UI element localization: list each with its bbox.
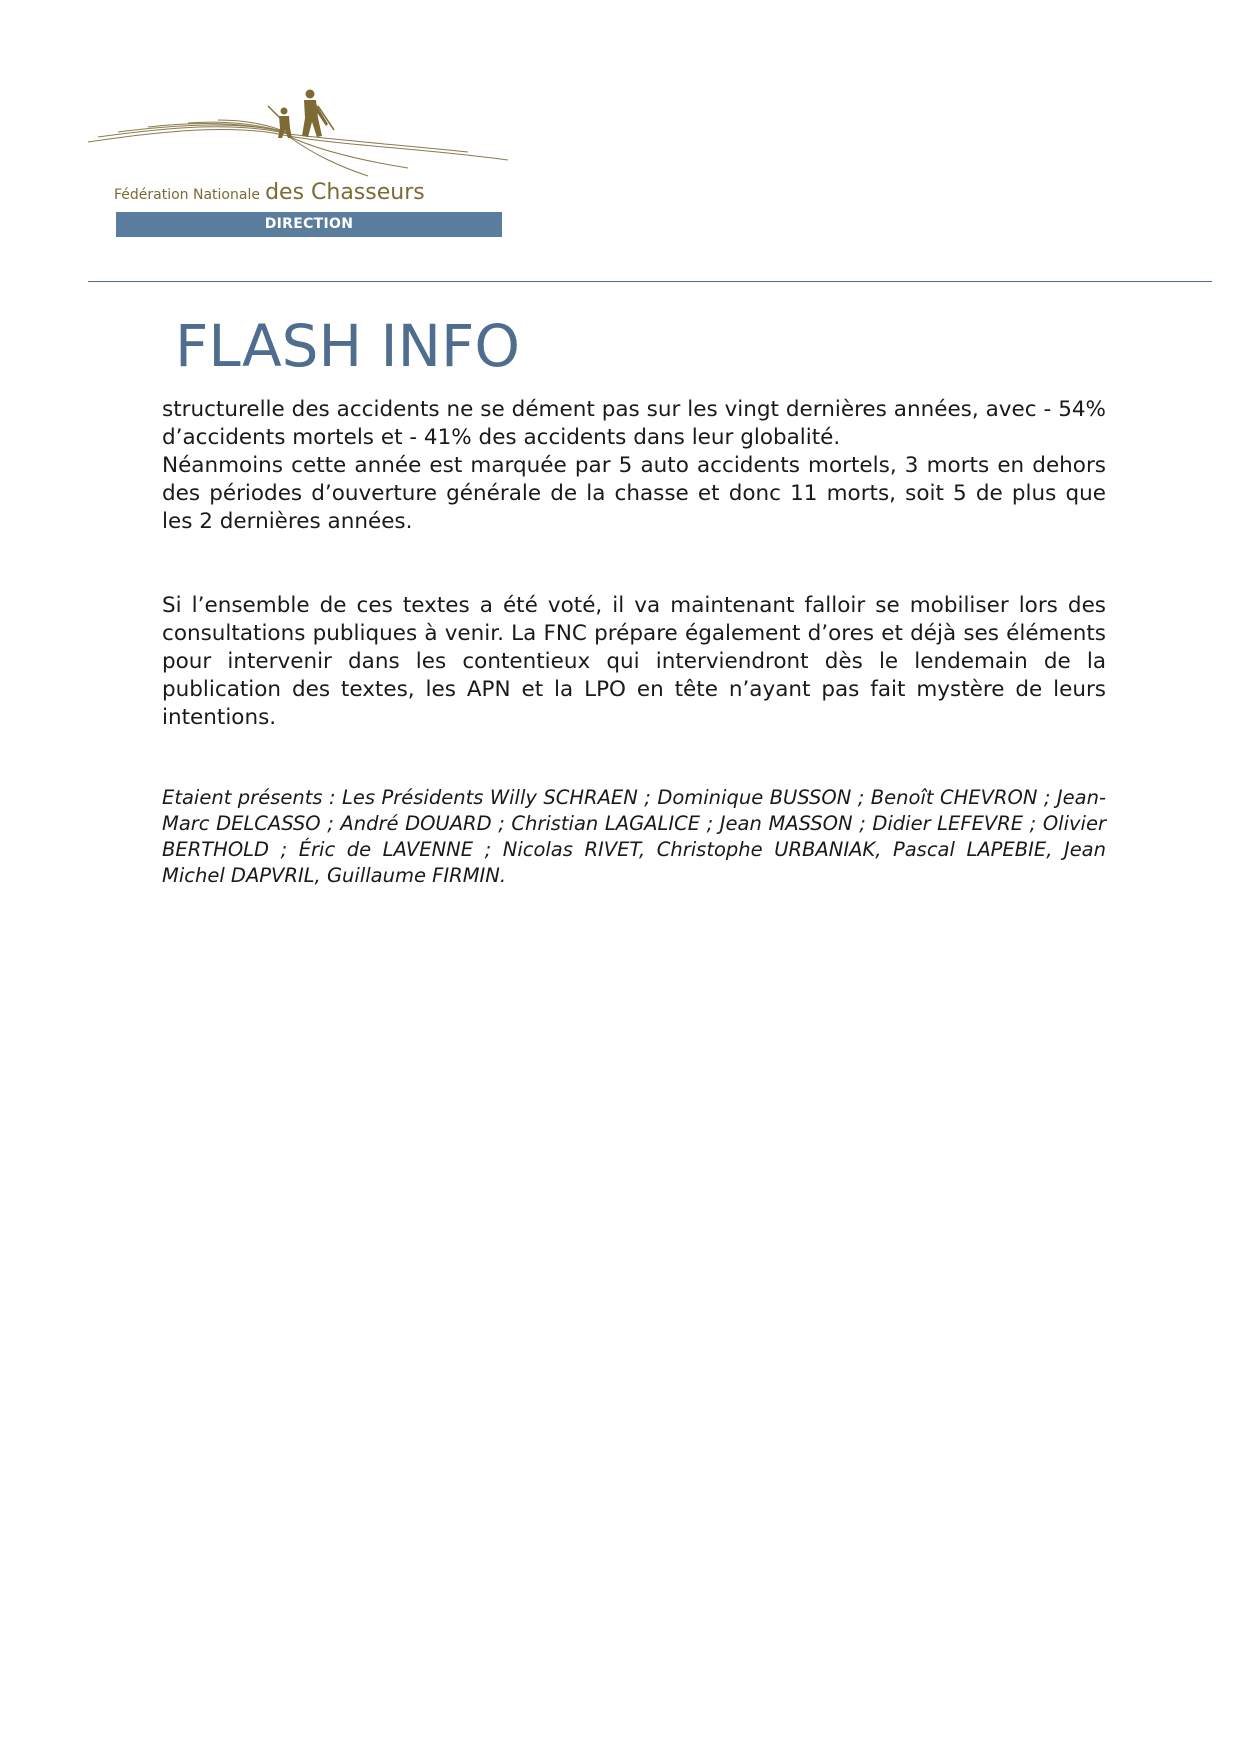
header-divider (88, 281, 1212, 282)
paragraph-line: Si l’ensemble de ces textes a été voté, il va maintenant falloir se mobiliser lors des consultations publiques à venir. La FNC prépare également d’ores et déjà ses éléments pour intervenir dans les contentieux qui interviendront dès le lendemain de la publication des textes, les APN et la LPO en tête n’ayant pas fait mystère de leurs intentions. (162, 593, 1106, 730)
hunter-and-child-silhouette-icon (88, 80, 508, 190)
paragraph-accidents (162, 396, 1106, 536)
paragraph-consultations (162, 592, 1106, 732)
attendees-list: Etaient présents : Les Présidents Willy SCHRAEN ; Dominique BUSSON ; Benoît CHEVRON ; Jean-Marc DELCASSO ; André DOUARD ; Christian LAGALICE ; Jean MASSON ; Didier LEFEVRE ; Olivier BERTHOLD ; Éric de LAVENNE ; Nicolas RIVET, Christophe URBANIAK, Pascal LAPEBIE, Jean Michel DAPVRIL, Guillaume FIRMIN. (162, 786, 1106, 887)
paragraph-line: structurelle des accidents ne se dément pas sur les vingt dernières années, avec - 54% d’accidents mortels et - 41% des accidents dans leur globalité. (162, 397, 1106, 450)
logo-wordmark (114, 180, 425, 205)
paragraph-line: Néanmoins cette année est marquée par 5 auto accidents mortels, 3 morts en dehors des périodes d’ouverture générale de la chasse et donc 11 morts, soit 5 de plus que les 2 dernières années. (162, 453, 1106, 534)
fnc-logo (88, 80, 508, 240)
logo-direction-band: DIRECTION (116, 212, 502, 237)
logo-name-large: des Chasseurs (265, 180, 425, 205)
page-title: FLASH INFO (175, 312, 521, 380)
logo-name-small: Fédération Nationale (114, 187, 260, 203)
